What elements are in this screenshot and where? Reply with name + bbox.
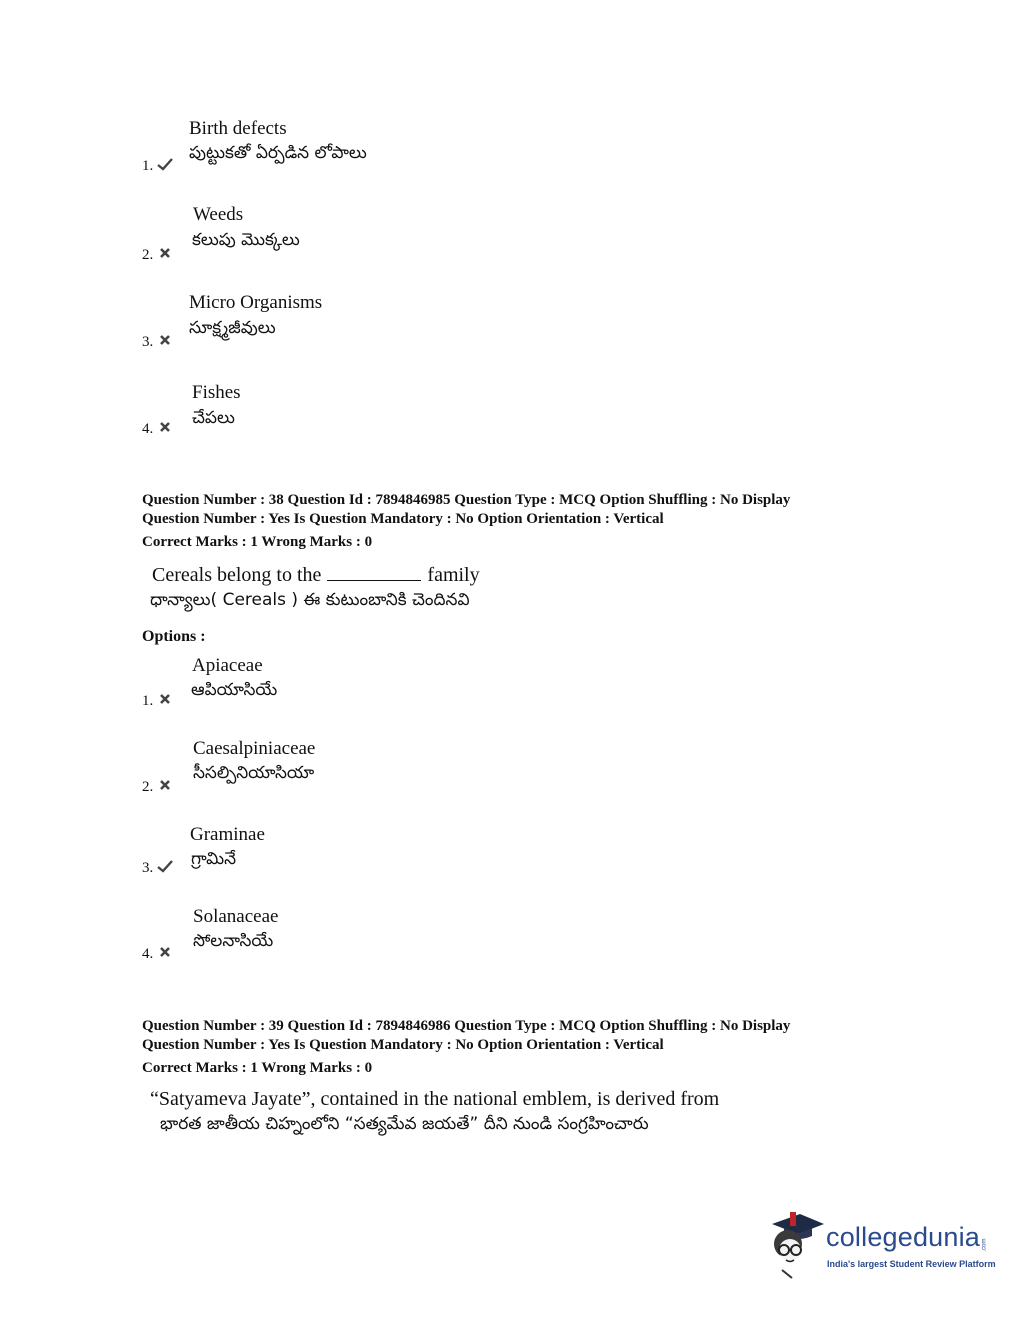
question-39-meta-line-3: Correct Marks : 1 Wrong Marks : 0 (142, 1060, 373, 1076)
q38-option-1-number-row (142, 692, 173, 710)
option-2-number-row (142, 246, 173, 264)
question-38-text-after-blank: family (427, 564, 480, 586)
q38-option-4-telugu: సోలనాసియే (193, 931, 274, 951)
option-2-telugu: కలుపు మొక్కలు (192, 230, 300, 250)
option-1-number-row (142, 157, 173, 175)
option-1-english: Birth defects (189, 118, 287, 139)
logo-wordmark (826, 1222, 991, 1253)
option-4-english: Fishes (192, 382, 241, 403)
q38-option-2-number-row (142, 778, 173, 796)
q38-option-3-english: Graminae (190, 824, 265, 845)
question-38-meta-line-2: Question Number : Yes Is Question Mandatory : No Option Orientation : Vertical (142, 511, 664, 527)
q38-option-3-telugu: గ్రామినే (191, 849, 237, 869)
q38-option-1-telugu: ఆపియాసియే (191, 680, 278, 700)
option-4-number-row (142, 420, 173, 438)
option-2-number: 2. (142, 247, 154, 263)
logo-tagline: India's largest Student Review Platform (827, 1259, 996, 1269)
cross-icon (157, 420, 173, 434)
logo-suffix: .com (981, 1238, 988, 1252)
q38-option-4-number: 4. (142, 946, 154, 962)
fill-in-blank (327, 566, 421, 581)
check-icon (157, 859, 173, 873)
q38-option-2-telugu: సీసల్పినియాసియా (193, 763, 315, 783)
option-3-number: 3. (142, 334, 154, 350)
option-1-telugu: పుట్టుకతో ఏర్పడిన లోపాలు (189, 143, 367, 163)
question-38-text-telugu: ధాన్యాలు( Cereals ) ఈ కుటుంబానికి చెందినవి (150, 590, 470, 610)
cross-icon (157, 246, 173, 260)
question-38-text-english (152, 563, 480, 587)
cross-icon (157, 692, 173, 706)
q38-option-4-english: Solanaceae (193, 906, 279, 927)
check-icon (157, 157, 173, 171)
mascot-icon (766, 1210, 828, 1280)
option-4-number: 4. (142, 421, 154, 437)
option-4-telugu: చేపలు (192, 408, 235, 428)
option-2-english: Weeds (193, 204, 244, 225)
q38-option-4-number-row (142, 945, 173, 963)
question-39-meta-line-2: Question Number : Yes Is Question Mandatory : No Option Orientation : Vertical (142, 1037, 664, 1053)
q38-option-2-number: 2. (142, 779, 154, 795)
logo-word: collegedunia (826, 1222, 981, 1252)
option-3-telugu: సూక్ష్మజీవులు (189, 318, 276, 338)
q38-option-1-number: 1. (142, 693, 154, 709)
question-39-text-telugu: భారత జాతీయ చిహ్నంలోని “సత్యమేవ జయతే” దీని నుండి సంగ్రహించారు (160, 1114, 649, 1134)
cross-icon (157, 945, 173, 959)
question-39-text-english: “Satyameva Jayate”, contained in the national emblem, is derived from (150, 1088, 720, 1110)
options-label: Options : (142, 628, 206, 645)
q38-option-1-english: Apiaceae (192, 655, 263, 676)
question-38-meta-line-1: Question Number : 38 Question Id : 7894846985 Question Type : MCQ Option Shuffling : No Display (142, 492, 791, 508)
question-39-meta-line-1: Question Number : 39 Question Id : 7894846986 Question Type : MCQ Option Shuffling : No Display (142, 1018, 791, 1034)
question-38-meta-line-3: Correct Marks : 1 Wrong Marks : 0 (142, 534, 373, 550)
question-38-text-before-blank: Cereals belong to the (152, 564, 322, 586)
option-3-number-row (142, 333, 173, 351)
cross-icon (157, 333, 173, 347)
option-3-english: Micro Organisms (189, 292, 323, 313)
q38-option-3-number-row (142, 859, 173, 877)
q38-option-2-english: Caesalpiniaceae (193, 738, 316, 759)
cross-icon (157, 778, 173, 792)
q38-option-3-number: 3. (142, 860, 154, 876)
collegedunia-logo (766, 1210, 996, 1282)
option-1-number: 1. (142, 158, 154, 174)
